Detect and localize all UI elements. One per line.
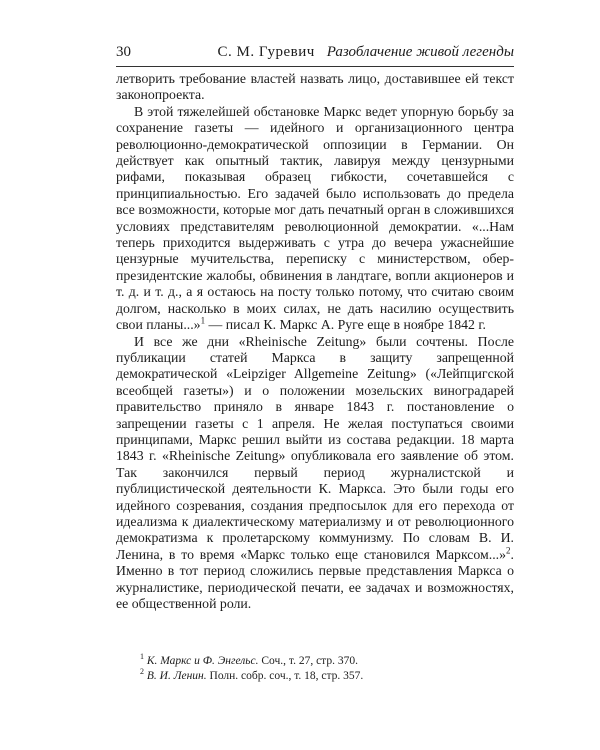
footnote-author: К. Маркс и Ф. Энгельс.	[146, 655, 259, 667]
book-page	[116, 40, 514, 720]
running-head	[116, 40, 514, 64]
running-head-title: Разоблачение живой легенды	[326, 44, 514, 60]
footnotes	[140, 654, 363, 684]
footnote-marker: 2	[140, 667, 144, 677]
paragraph-closure-text: И все же дни «Rheinische Zeitung» были сочтены. После публикации статей Маркса в защиту запрещенной демократической «Leipziger Allgemeine Zeitung» («Лейпцигской всеобщей газеты») и о положении мозельских виноградарей правительство приняло в январе 1843 г. постановление о запрещении газеты с 1 апреля. Не желая поступаться своими принципами, Маркс решил выйти из состава редакции. 18 марта 1843 г. «Rheinische Zeitung» опубликовала его заявление об этом. Так закончился первый период журналистской и публицистической деятельности К. Маркса. Это были годы его идейного созревания, создания предпосылок для его перехода от идеализма к диалектическому материализму и от революционного демократизма к пролетарскому коммунизму. По словам В. И. Ленина, в то время «Маркс только еще становился Марксом...»	[116, 333, 514, 562]
paragraph-struggle-tail: — писал К. Маркс А. Руге еще в ноябре 1842 г.	[205, 317, 486, 333]
footnote-marker: 1	[140, 652, 144, 662]
body-text	[116, 71, 514, 612]
paragraph-continuation: летворить требование властей назвать лицо, доставившее ей текст законопроекта.	[116, 71, 514, 103]
footnote-ref-2: 2	[506, 545, 511, 556]
footnote-source: Соч., т. 27, стр. 370.	[258, 655, 358, 667]
running-head-right	[218, 40, 514, 64]
footnote-source: Полн. собр. соч., т. 18, стр. 357.	[206, 670, 364, 682]
footnote-1	[140, 654, 363, 669]
footnote-author: В. И. Ленин.	[146, 670, 207, 682]
page-number: 30	[116, 44, 131, 60]
footnote-ref-1: 1	[200, 315, 206, 326]
paragraph-closure	[116, 334, 514, 613]
running-head-author: С. М. Гуревич	[217, 44, 315, 60]
header-rule	[116, 66, 514, 67]
paragraph-struggle-text: В этой тяжелейшей обстановке Маркс ведет упорную борьбу за сохранение газеты — идейного и организационного центра революционно-демократической оппозиции в Германии. Он действует как опытный тактик, лавируя между цензурными рифами, показывая образец гибкости, сочетавшейся с принципиальностью. Его задачей было использовать до предела все возможности, которые мог дать печатный орган в сложившихся условиях представителям революционной демократии. «...Нам теперь приходится выдерживать с утра до вечера ужаснейшие цензурные мучительства, переписку с министерством, обер-президентские жалобы, обвинения в ландтаге, вопли акционеров и т. д. и т. д., а я остаюсь на посту только потому, что считаю своим долгом, насколько в моих силах, не дать насилию осуществить свои планы...»	[116, 103, 514, 333]
paragraph-struggle	[116, 104, 514, 334]
footnote-2	[140, 669, 363, 684]
paragraph-closure-tail: . Именно в тот период сложились первые представления Маркса о журналистике, периодической печати, ее задачах и возможностях, ее общественной роли.	[116, 546, 514, 611]
